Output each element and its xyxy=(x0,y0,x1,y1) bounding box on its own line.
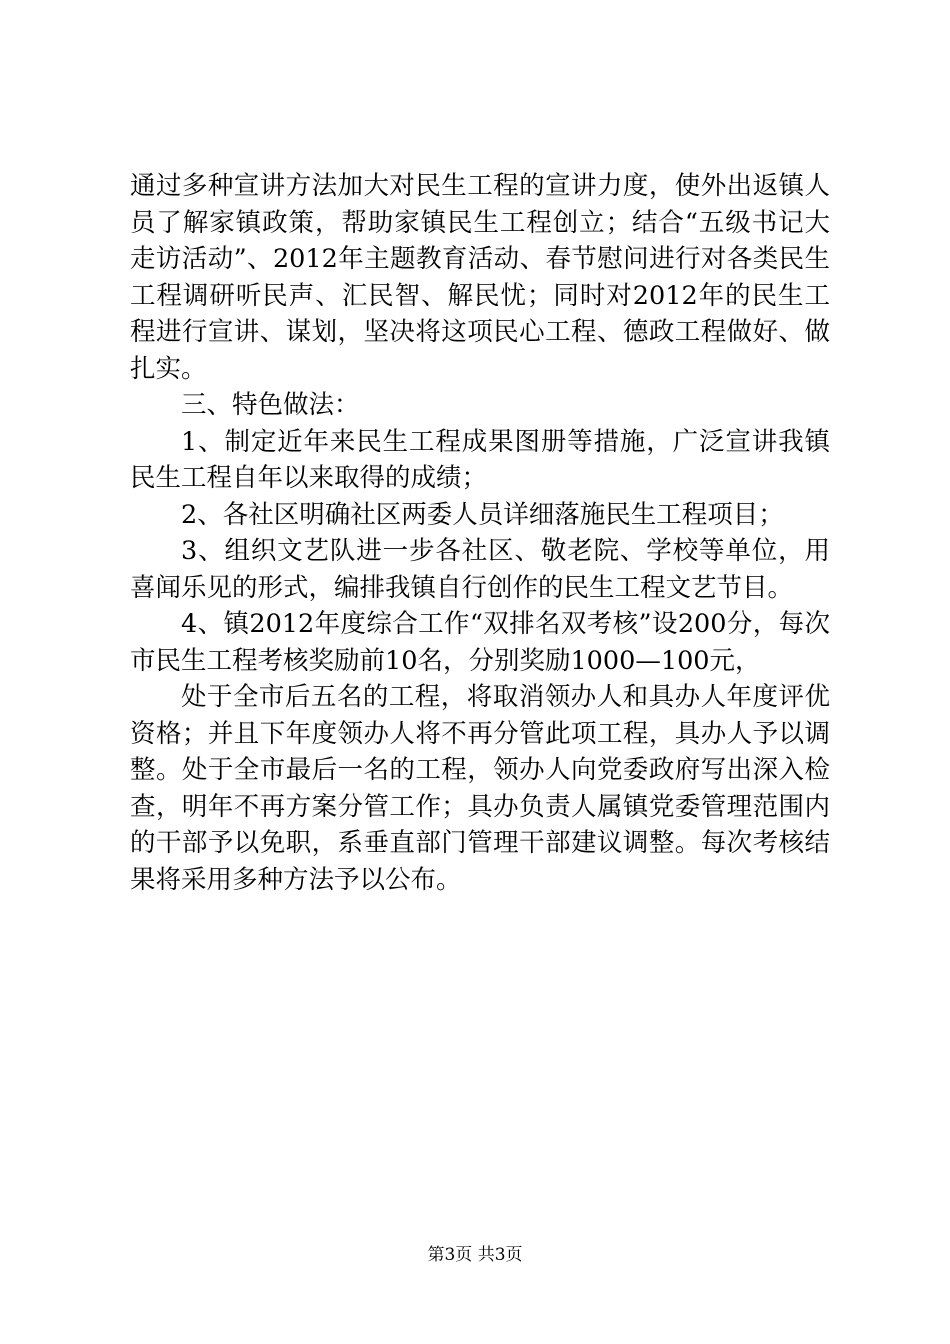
paragraph-penalties: 处于全市后五名的工程，将取消领办人和具办人年度评优资格；并且下年度领办人将不再分管此项工程，具办人予以调整。处于全市最后一名的工程，领办人向党委政府写出深入检查，明年不再方案分管工作；具办负责人属镇党委管理范围内的干部予以免职，系垂直部门管理干部建议调整。每次考核结果将采用多种方法予以公布。 xyxy=(130,682,830,895)
section-heading-features: 三、特色做法： xyxy=(181,390,360,420)
list-item-3: 3、组织文艺队进一步各社区、敬老院、学校等单位，用喜闻乐见的形式，编排我镇自行创作的民生工程文艺节目。 xyxy=(130,536,830,603)
paragraph-intro: 通过多种宣讲方法加大对民生工程的宣讲力度，使外出返镇人员了解家镇政策，帮助家镇民生工程创立；结合“五级书记大走访活动”、2012年主题教育活动、春节慰问进行对各类民生工程调研听民声、汇民智、解民忧；同时对2012年的民生工程进行宣讲、谋划，坚决将这项民心工程、德政工程做好、做扎实。 xyxy=(130,171,830,384)
page-footer: 第3页 共3页 xyxy=(427,1245,523,1265)
list-item-2: 2、各社区明确社区两委人员详细落施民生工程项目； xyxy=(181,499,784,530)
document-body xyxy=(130,168,830,898)
list-item-4: 4、镇2012年度综合工作“双排名双考核”设200分，每次市民生工程考核奖励前10名，分别奖励1000—100元， xyxy=(130,609,830,676)
list-item-1: 1、制定近年来民生工程成果图册等措施，广泛宣讲我镇民生工程自年以来取得的成绩； xyxy=(130,426,830,493)
